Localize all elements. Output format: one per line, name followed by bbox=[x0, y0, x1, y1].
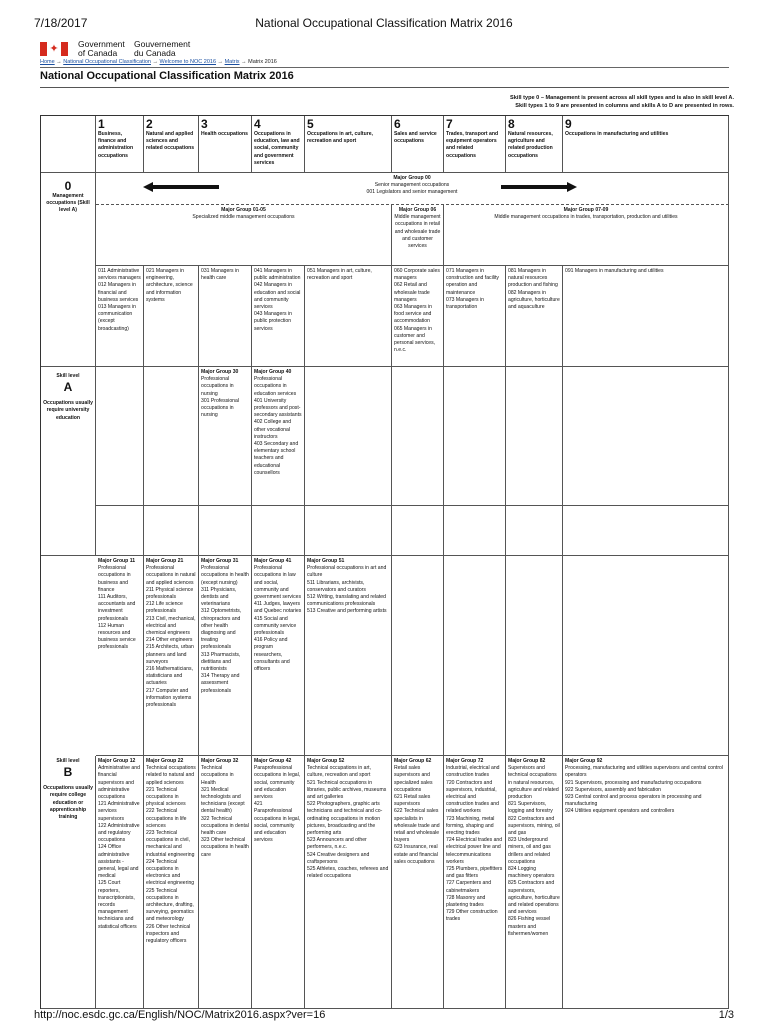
major-group-body: Paraprofessional occupations in legal, social, community and education services 421 Paraprofessional occupations in legal, social, community and education services bbox=[254, 765, 301, 844]
column-header bbox=[144, 116, 199, 173]
management-unit-groups bbox=[252, 266, 305, 367]
unit-group-list: 081 Managers in natural resources production and fishing 082 Managers in agriculture, horticulture and aquaculture bbox=[508, 268, 560, 311]
skill-type-number: 3 bbox=[201, 117, 208, 131]
unit-group-list: 041 Managers in public administration 042 Managers in education and social and community services 043 Managers in public protection services bbox=[254, 268, 301, 332]
major-group-body: Professional occupations in natural and applied sciences 211 Physical science professionals 212 Life science professionals 213 Civil, mechanical, electrical and chemical engineers 214 Other engineers 215 Architects, urban planners and land surveyors 216 Mathematicians, statisticians and actuaries 217 Computer and information systems professionals bbox=[146, 565, 196, 709]
management-unit-groups bbox=[96, 266, 144, 367]
skill-type-label: Sales and service occupations bbox=[394, 131, 437, 145]
spacer-cell bbox=[563, 506, 729, 556]
skill-a-cell bbox=[96, 367, 144, 506]
major-group-title: Major Group 21 bbox=[146, 558, 184, 564]
major-group-01-05 bbox=[96, 205, 392, 266]
major-group-title: Major Group 82 bbox=[508, 758, 546, 764]
skill-type-label: Occupations in art, culture, recreation and sport bbox=[307, 131, 373, 145]
major-group-body: Technical occupations related to natural and applied sciences 221 Technical occupations in physical sciences 222 Technical occupations in life sciences 223 Technical occupations in civil, mechanical and industrial engineering 224 Technical occupations in electronics and electrical engineering 225 Technical occupations in architecture, drafting, surveying, geomatics and meteorology 226 Other technical inspectors and regulatory officers bbox=[146, 765, 196, 945]
unit-group-list: 021 Managers in engineering, architecture, science and information systems bbox=[146, 268, 193, 303]
breadcrumb-current: Matrix 2016 bbox=[248, 59, 277, 65]
column-header bbox=[392, 116, 444, 173]
skill-level-text: Skill level bbox=[56, 373, 80, 379]
major-group-title: Major Group 72 bbox=[446, 758, 484, 764]
skill-a-cell bbox=[199, 367, 252, 506]
noc-matrix-table bbox=[40, 115, 729, 1009]
skill-type-label: Occupations in education, law and social, community and government services bbox=[254, 131, 300, 166]
skill-type-number: 8 bbox=[508, 117, 515, 131]
breadcrumb-welcome[interactable]: Welcome to NOC 2016 bbox=[159, 59, 216, 65]
major-group-desc: Middle management occupations in retail and wholesale trade and customer services bbox=[394, 214, 441, 250]
skill-a-cell bbox=[252, 556, 305, 756]
management-text: Management occupations (Skill level A) bbox=[46, 193, 90, 214]
print-date: 7/18/2017 bbox=[34, 16, 88, 30]
major-group-body: Professional occupations in health (except nursing) 311 Physicians, dentists and veterinarians 312 Optometrists, chiropractors and other health diagnosing and treating professionals 313 Pharmacists, dietitians and nutritionists 314 Therapy and assessment professionals bbox=[201, 565, 249, 694]
skill-type-number: 1 bbox=[98, 117, 105, 131]
spacer-cell bbox=[144, 506, 199, 556]
skill-type-label: Occupations in manufacturing and utilities bbox=[565, 131, 669, 137]
print-title: National Occupational Classification Matrix 2016 bbox=[255, 16, 513, 30]
major-group-title: Major Group 31 bbox=[201, 558, 239, 564]
skill-level-letter: B bbox=[63, 765, 73, 780]
skill-a-cell bbox=[506, 367, 563, 506]
page-title: National Occupational Classification Matrix 2016 bbox=[40, 70, 294, 82]
matrix-notes bbox=[510, 94, 734, 110]
major-group-title: Major Group 51 bbox=[307, 558, 345, 564]
footer-url: http://noc.esdc.gc.ca/English/NOC/Matrix2016.aspx?ver=16 bbox=[34, 1009, 326, 1021]
note-line: Skill types 1 to 9 are presented in columns and skills A to D are presented in rows. bbox=[515, 103, 734, 109]
gov-name-en: Government of Canada bbox=[78, 39, 125, 58]
management-unit-groups bbox=[444, 266, 506, 367]
skill-b-cell bbox=[506, 756, 563, 1009]
skill-a-cell bbox=[144, 367, 199, 506]
major-group-title: Major Group 41 bbox=[254, 558, 292, 564]
skill-a-cell bbox=[444, 367, 506, 506]
skill-a-cell bbox=[392, 367, 444, 506]
management-unit-groups bbox=[144, 266, 199, 367]
spacer-cell bbox=[252, 506, 305, 556]
skill-type-number: 2 bbox=[146, 117, 153, 131]
major-group-title: Major Group 40 bbox=[254, 369, 292, 375]
major-group-desc: Senior management occupations bbox=[374, 182, 450, 189]
skill-a-cell bbox=[96, 556, 144, 756]
skill-level-desc: Occupations usually require college education or apprenticeship training bbox=[43, 785, 93, 821]
major-group-body: Professional occupations in business and finance 111 Auditors, accountants and investment professionals 112 Human resources and business service professionals bbox=[98, 565, 136, 651]
column-header bbox=[199, 116, 252, 173]
column-header bbox=[96, 116, 144, 173]
breadcrumb-home[interactable]: Home bbox=[40, 59, 55, 65]
major-group-desc: Specialized middle management occupations bbox=[192, 214, 295, 221]
major-group-title: Major Group 07-09 bbox=[563, 207, 609, 213]
skill-type-label: Natural resources, agriculture and related production occupations bbox=[508, 131, 553, 159]
skill-a-cell bbox=[563, 367, 729, 506]
unit-group-list: 051 Managers in art, culture, recreation and sport bbox=[307, 268, 372, 282]
spacer-cell bbox=[199, 506, 252, 556]
major-group-body: Technical occupations in art, culture, recreation and sport 521 Technical occupations in libraries, public archives, museums and art galleries 522 Photographers, graphic arts technicians and technical and co-ordinating occupations in motion pictures, broadcasting and the performing arts 523 Announcers and other performers, n.e.c. 524 Creative designers and craftspersons 525 Athletes, coaches, referees and related occupations bbox=[307, 765, 389, 880]
skill-level-text: Skill level bbox=[56, 758, 80, 764]
major-group-body: Technical occupations in Health 321 Medical technologists and technicians (except dental health) 322 Technical occupations in dental health care 323 Other technical occupations in health care bbox=[201, 765, 249, 858]
skill-level-desc: Occupations usually require university education bbox=[43, 400, 93, 421]
skill-a-cell bbox=[305, 556, 392, 756]
print-footer bbox=[34, 1009, 734, 1023]
major-group-body: Processing, manufacturing and utilities supervisors and central control operators 921 Supervisors, processing and manufacturing occupations 922 Supervisors, assembly and fabrication 923 Central control and process operators in processing and manufacturing 924 Utilities equipment operators and controllers bbox=[565, 765, 723, 815]
column-header bbox=[563, 116, 729, 173]
skill-a-cell bbox=[392, 556, 444, 756]
page-number: 1/3 bbox=[718, 1009, 734, 1021]
unit-group-list: 071 Managers in construction and facility operation and maintenance 073 Managers in transportation bbox=[446, 268, 499, 311]
divider bbox=[40, 87, 729, 88]
spacer-cell bbox=[506, 506, 563, 556]
column-header bbox=[252, 116, 305, 173]
major-group-title: Major Group 00 bbox=[393, 175, 431, 181]
skill-b-cell bbox=[144, 756, 199, 1009]
skill-type-number: 4 bbox=[254, 117, 261, 131]
arrow-left-icon bbox=[143, 182, 219, 192]
corner-cell bbox=[41, 116, 96, 173]
major-group-07-09 bbox=[444, 205, 729, 266]
skill-b-cell bbox=[305, 756, 392, 1009]
skill-level-b-label bbox=[41, 756, 96, 1009]
unit-group-list: 060 Corporate sales managers 062 Retail and wholesale trade managers 063 Managers in food service and accommodation 065 Managers in customer and personal services, n.e.c. bbox=[394, 268, 440, 354]
column-header bbox=[305, 116, 392, 173]
major-group-title: Major Group 62 bbox=[394, 758, 432, 764]
management-label bbox=[41, 173, 96, 367]
skill-type-number: 6 bbox=[394, 117, 401, 131]
skill-type-number: 7 bbox=[446, 117, 453, 131]
major-group-title: Major Group 32 bbox=[201, 758, 239, 764]
skill-level-letter: A bbox=[63, 380, 73, 395]
skill-b-cell bbox=[392, 756, 444, 1009]
unit-group-list: 031 Managers in health care bbox=[201, 268, 239, 282]
skill-a-cell bbox=[305, 367, 392, 506]
major-group-desc: Middle management occupations in trades, transportation, production and utilities bbox=[494, 214, 678, 221]
skill-a-cell bbox=[144, 556, 199, 756]
major-group-title: Major Group 01-05 bbox=[221, 207, 266, 213]
skill-type-number: 5 bbox=[307, 117, 314, 131]
arrow-right-icon bbox=[501, 182, 577, 192]
management-unit-groups bbox=[563, 266, 729, 367]
skill-a-cell bbox=[506, 556, 563, 756]
print-header bbox=[34, 16, 734, 32]
breadcrumb-noc[interactable]: National Occupational Classification bbox=[63, 59, 151, 65]
skill-type-label: Health occupations bbox=[201, 131, 248, 137]
skill-a-cell bbox=[252, 367, 305, 506]
note-line: Skill type 0 – Management is present across all skill types and is also in skill level A. bbox=[510, 95, 734, 101]
skill-type-number: 9 bbox=[565, 117, 572, 131]
major-group-unit: 001 Legislators and senior management bbox=[366, 189, 458, 196]
major-group-body: Retail sales supervisors and specialized sales occupations 621 Retail sales supervisors 622 Technical sales specialists in wholesale trade and retail and wholesale buyers 623 Insurance, real estate and financial sales occupations bbox=[394, 765, 440, 865]
skill-a-cell bbox=[444, 556, 506, 756]
unit-group-list: 091 Managers in manufacturing and utilities bbox=[565, 268, 664, 274]
column-header bbox=[444, 116, 506, 173]
major-group-body: Professional occupations in art and culture 511 Librarians, archivists, conservators and curators 512 Writing, translating and related communications professionals 513 Creative and performing artists bbox=[307, 565, 387, 615]
skill-a-cell bbox=[199, 556, 252, 756]
skill-b-cell bbox=[444, 756, 506, 1009]
management-unit-groups bbox=[506, 266, 563, 367]
spacer-cell bbox=[392, 506, 444, 556]
skill-level-a-label bbox=[41, 367, 96, 556]
breadcrumb-matrix[interactable]: Matrix bbox=[224, 59, 240, 65]
major-group-title: Major Group 22 bbox=[146, 758, 184, 764]
skill-type-label: Natural and applied sciences and related occupations bbox=[146, 131, 195, 152]
major-group-body: Professional occupations in education services 401 University professors and post-secondary assistants 402 College and other vocational instructors 403 Secondary and elementary school teachers and educational counsellors bbox=[254, 376, 302, 476]
unit-group-list: 011 Administrative services managers 012 Managers in financial and business services 013 Managers in communication (except broadcasting) bbox=[98, 268, 141, 332]
breadcrumb: Home → National Occupational Classification → Welcome to NOC 2016 → Matrix → Matrix 2016 bbox=[40, 59, 277, 65]
management-unit-groups bbox=[392, 266, 444, 367]
major-group-title: Major Group 11 bbox=[98, 558, 136, 564]
divider bbox=[40, 67, 729, 68]
major-group-title: Major Group 52 bbox=[307, 758, 345, 764]
canada-flag-icon: ✦ bbox=[40, 42, 68, 56]
skill-b-cell bbox=[96, 756, 144, 1009]
skill-a-cell bbox=[563, 556, 729, 756]
major-group-title: Major Group 30 bbox=[201, 369, 239, 375]
management-unit-groups bbox=[305, 266, 392, 367]
gov-name-fr: Gouvernement du Canada bbox=[134, 39, 191, 58]
major-group-title: Major Group 92 bbox=[565, 758, 603, 764]
skill-type-label: Business, finance and administration occupations bbox=[98, 131, 134, 159]
major-group-06 bbox=[392, 205, 444, 266]
management-unit-groups bbox=[199, 266, 252, 367]
major-group-title: Major Group 06 bbox=[398, 207, 437, 213]
skill-b-cell bbox=[252, 756, 305, 1009]
column-header bbox=[506, 116, 563, 173]
major-group-title: Major Group 12 bbox=[98, 758, 136, 764]
major-group-body: Professional occupations in law and social, community and government services 411 Judges, lawyers and Quebec notaries 415 Social and community service professionals 416 Policy and program researchers, consultants and officers bbox=[254, 565, 302, 673]
spacer-cell bbox=[305, 506, 392, 556]
major-group-title: Major Group 42 bbox=[254, 758, 292, 764]
skill-type-label: Trades, transport and equipment operators and related occupations bbox=[446, 131, 499, 159]
skill-b-cell bbox=[563, 756, 729, 1009]
skill-b-cell bbox=[199, 756, 252, 1009]
spacer-cell bbox=[444, 506, 506, 556]
major-group-body: Administrative and financial supervisors and administrative occupations 121 Administrative services supervisors 122 Administrative and regulatory occupations 124 Office administrative assistants - general, legal and medical 125 Court reporters, transcriptionists, records management technicians and statistical officers bbox=[98, 765, 140, 930]
management-number: 0 bbox=[64, 179, 72, 193]
major-group-body: Professional occupations in nursing 301 Professional occupations in nursing bbox=[201, 376, 239, 419]
major-group-body: Industrial, electrical and construction trades 720 Contractors and supervisors, industrial, electrical and construction trades and related workers 723 Machining, metal forming, shaping and erecting trades 724 Electrical trades and electrical power line and telecommunications workers 725 Plumbers, pipefitters and gas fitters 727 Carpenters and cabinetmakers 728 Masonry and plastering trades 729 Other construction trades bbox=[446, 765, 503, 923]
spacer-cell bbox=[96, 506, 144, 556]
major-group-body: Supervisors and technical occupations in natural resources, agriculture and related production 821 Supervisors, logging and forestry 822 Contractors and supervisors, mining, oil and gas 823 Underground miners, oil and gas drillers and related occupations 824 Logging machinery operators 825 Contractors and supervisors, agriculture, horticulture and related operations and services 826 Fishing vessel masters and fishermen/women bbox=[508, 765, 560, 937]
